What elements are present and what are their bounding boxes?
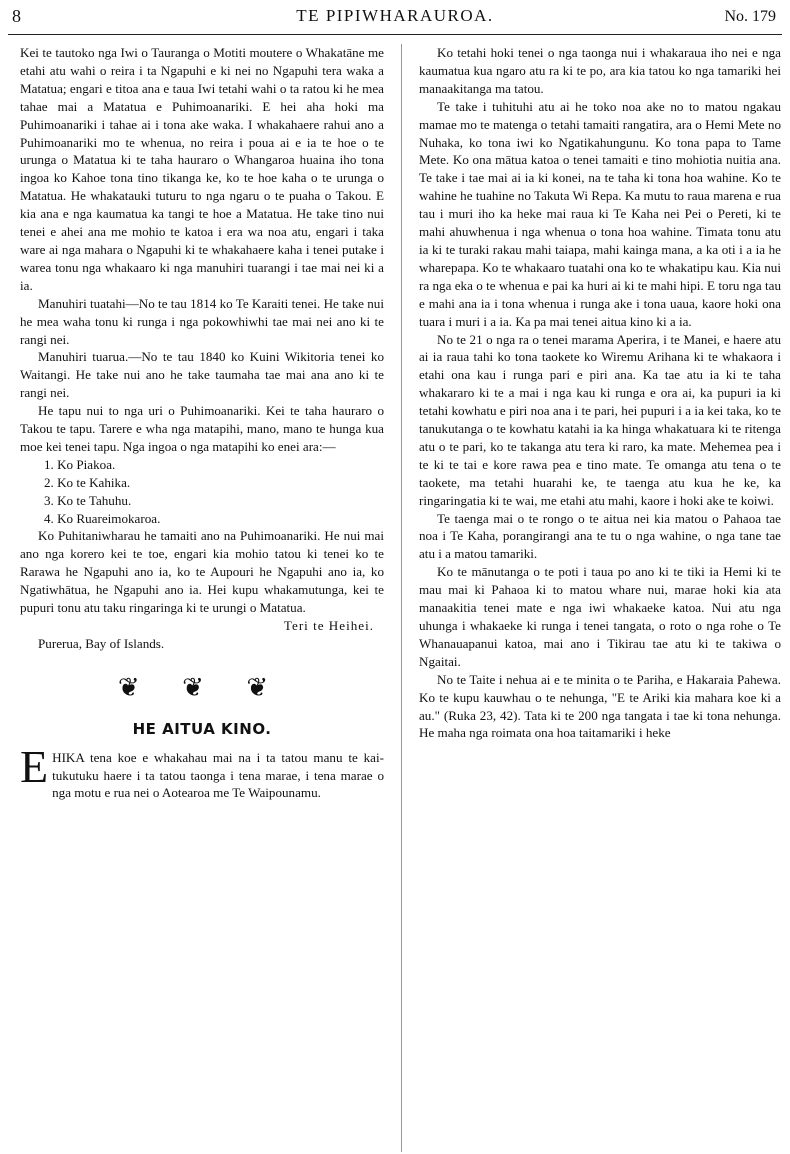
ornament-divider: ❦ ❦ ❦ <box>117 672 287 702</box>
list-item: 1. Ko Piakoa. <box>44 456 116 472</box>
list-item: 3. Ko te Tahuhu. <box>44 492 132 508</box>
list-item: 4. Ko Ruareimokaroa. <box>44 510 161 526</box>
paragraph: Ko Puhitaniwharau he tamaiti ano na Puhimoanariki. He nui mai ano nga korero kei te toe, engari kia mohio tatou ki tenei ko te Rarawa he Ngapuhi ano ia, ko te Aupouri he Ngapuhi ano ia, ko Ngatiwhātua, he Ngapuhi ano ia. Hei kupu whakamutunga, kei te pupuri tonu atu taku ringaringa ki te urungi o Matatua. <box>20 528 384 616</box>
page-header <box>8 4 782 35</box>
paragraph: Ko te mānutanga o te poti i taua po ano ki te tiki ia Hemi ki te mau mai ki Pahaoa ki to matou whare nui, marae hoki kia ata manaakitia tenei mate e nga iwi whakaeke katoa. Nui atu nga uhunga i whakaeke ki runga i tenei tangata, o roto o nga rohe o Te Whanauapanui katoa, mai ano i Tikirau tae atu ki te takiwa o Ngaitai. <box>419 564 781 669</box>
list-item: 2. Ko te Kahika. <box>44 474 131 490</box>
window-names-list <box>20 456 384 528</box>
right-column <box>419 44 781 742</box>
author-location: Purerua, Bay of Islands. <box>38 635 165 651</box>
paragraph: Kei te tautoko nga Iwi o Tauranga o Motiti moutere o Whakatāne me etahi atu wahi o reira i ta Ngapuhi e ki nei no Ngapuhi tera waka a Matatua; engari e titoa ana e taua Iwi tetahi wahi o ta ratou ki he mea tahae mai a Matatua e Puhimoanariki. E hei aha hoki ma Puhimoanariki i tahae ai i tona ake waka. I whakahaere rahui ano a Puhimoanariki mo te whenua, no reira i pouа ai e ia te hoe o te urunga o Matatua ki te taha hauraro o Whangaroa huaina iho tona ingoa ko Kahoe tona tino tikanga ke, ko te hoe kaha o te urunga o Matatua. He whakatauki tuturu to nga ngaru o te puaha o Takou. E kia ana e nga kaumatua ka tangi te hoe a Matatua. He take tino nui tenei e ahei ana me mohio te katoa i era wa noa atu, engari i taka ware ai nga mahara o Ngapuhi ki te whakahaere kaha i tenei putake i warea tonu nga whakaaro ki nga manuhiri tuarangi i tae mai nei ki a ia. <box>20 45 384 293</box>
author-signature: Teri te Heihei. <box>283 618 374 633</box>
left-column <box>20 44 384 802</box>
paragraph: No te Taite i nehua ai e te minita o te Pariha, e Hakaraia Pahewa. Ko te kupu kauwhau o te nehunga, "E te Ariki kia mahara koe ki a au." (Ruka 23, 42). Tata ki te 200 nga tangata i tae ki tona nehunga. He maha nga roimata ona hoa taitamariki i heke <box>419 671 781 741</box>
page-number: 8 <box>12 6 21 26</box>
paragraph: Te taenga mai o te rongo o te aitua nei kia matou o Pahaoa tae noa i Te Kaha, porangirangi ana te tu o nga wahine, o nga tane tae atu i a matou tamariki. <box>419 510 781 562</box>
paragraph: Te take i tuhituhi atu ai he toko noa ake no to matou ngakau mamae mo te matenga o tetahi tamaiti rangatira, ara o Hemi Mete no Nuhaka, ko tona iwi ko Ngatikahungunu. Ko tona papa to Tame Mete. Ko ona mātua katoa o tenei tamaiti e tino mohiotia nuitia ana. Te take i tae mai ai ia ki konei, na te taha ki tona hoa wahine. Ko te wahine he tuahine no Takuta Wi Repa. Ka mutu to raua marena e rua tau i muri iho ka heke mai raua ki Te Kaha nei Pei o Pereti, ki te mahi ahuwhenua i nga whenua o tona hoa wahine. Timata tonu atu ia ki te turaki rakau mahi taiapa, mahi kainga mana, a ka oti i a ia he wharepapa. Ko te whakaaro tuatahi ona ko te whakatipu kau. Kia nui ra nga eka o te whenua e pai ka huri ai ki te mahi hipi. E toru nga tau e mahi ana ia i tona whenua i runga ake i tona uaua, kaore hoki ona tuara i muri i a ia. Ka pa mai tenei aitua kino ki a ia. <box>419 98 781 329</box>
drop-cap: E <box>20 740 49 792</box>
article-heading: HE AITUA KINO. <box>132 719 272 738</box>
paragraph: Ko tetahi hoki tenei o nga taonga nui i whakaraua iho nei e nga kaumatua kua ngaro atu ra ki te po, ara kia tatou ko nga tamariki hei manaakitanga ma tatou. <box>419 45 781 96</box>
column-divider <box>401 44 402 1152</box>
paragraph: No te 21 o nga ra o tenei marama Aperira, i te Manei, e haere atu ai ia raua tahi ko tona taokete ko Wiremu Arihana ki te whakaora i etahi ona kau i runga pari e piri ana. Ka tae atu ia ki te taha whakararo ki te a mai i nga kau ki runga e ora ai, ka pupuri ia ki tetahi kowhatu e piri noa ana i te pari, hei pupuri i a ia kei taka, ko te tanukutanga o te kowhatu katahi ia ka hinga whakatuara ki te ritenga atu o te pari, ko te takanga atu tera ki raro, ka mate. Mehemea pea i te ki te tai e kore rawa pea e tino mate. Te omanga atu tena o te taokete, ma tetahi huarahi ke, te taenga atu kua he ke, ka ringaringatia ki te wai, me etahi atu mahi, kaore i hoki ake te koiwi. <box>419 331 781 508</box>
paragraph: Manuhiri tuarua.—No te tau 1840 ko Kuini Wikitoria tenei ko Waitangi. He take nui ano he take taumaha tae mai ana ano ki te rangi nei. <box>20 349 384 401</box>
issue-number: No. 179 <box>724 8 776 25</box>
paragraph: Manuhiri tuatahi—No te tau 1814 ko Te Karaiti tenei. He take nui he mea waha tonu ki runga i nga pokowhiwhi tae mai nei ano ki te rangi nei. <box>20 295 384 347</box>
paragraph: He tapu nui to nga uri o Puhimoanariki. Kei te taha hauraro o Takou te tapu. Tarere e wha nga matapihi, mano, mano te hunga kua moe kei tenei tapu. Nga ingoa o nga matapihi ko enei ara:— <box>20 403 384 454</box>
masthead-title: TE PIPIWHARAUROA. <box>296 6 494 25</box>
paragraph-text: HIKA tena koe e whakahau mai na i ta tatou manu te kai-tukutuku haere i ta tatou taonga i tena marae, i tena marae o nga motu e rua nei o Aotearoa me Te Waipounamu. <box>52 749 384 801</box>
paragraph <box>20 740 384 803</box>
